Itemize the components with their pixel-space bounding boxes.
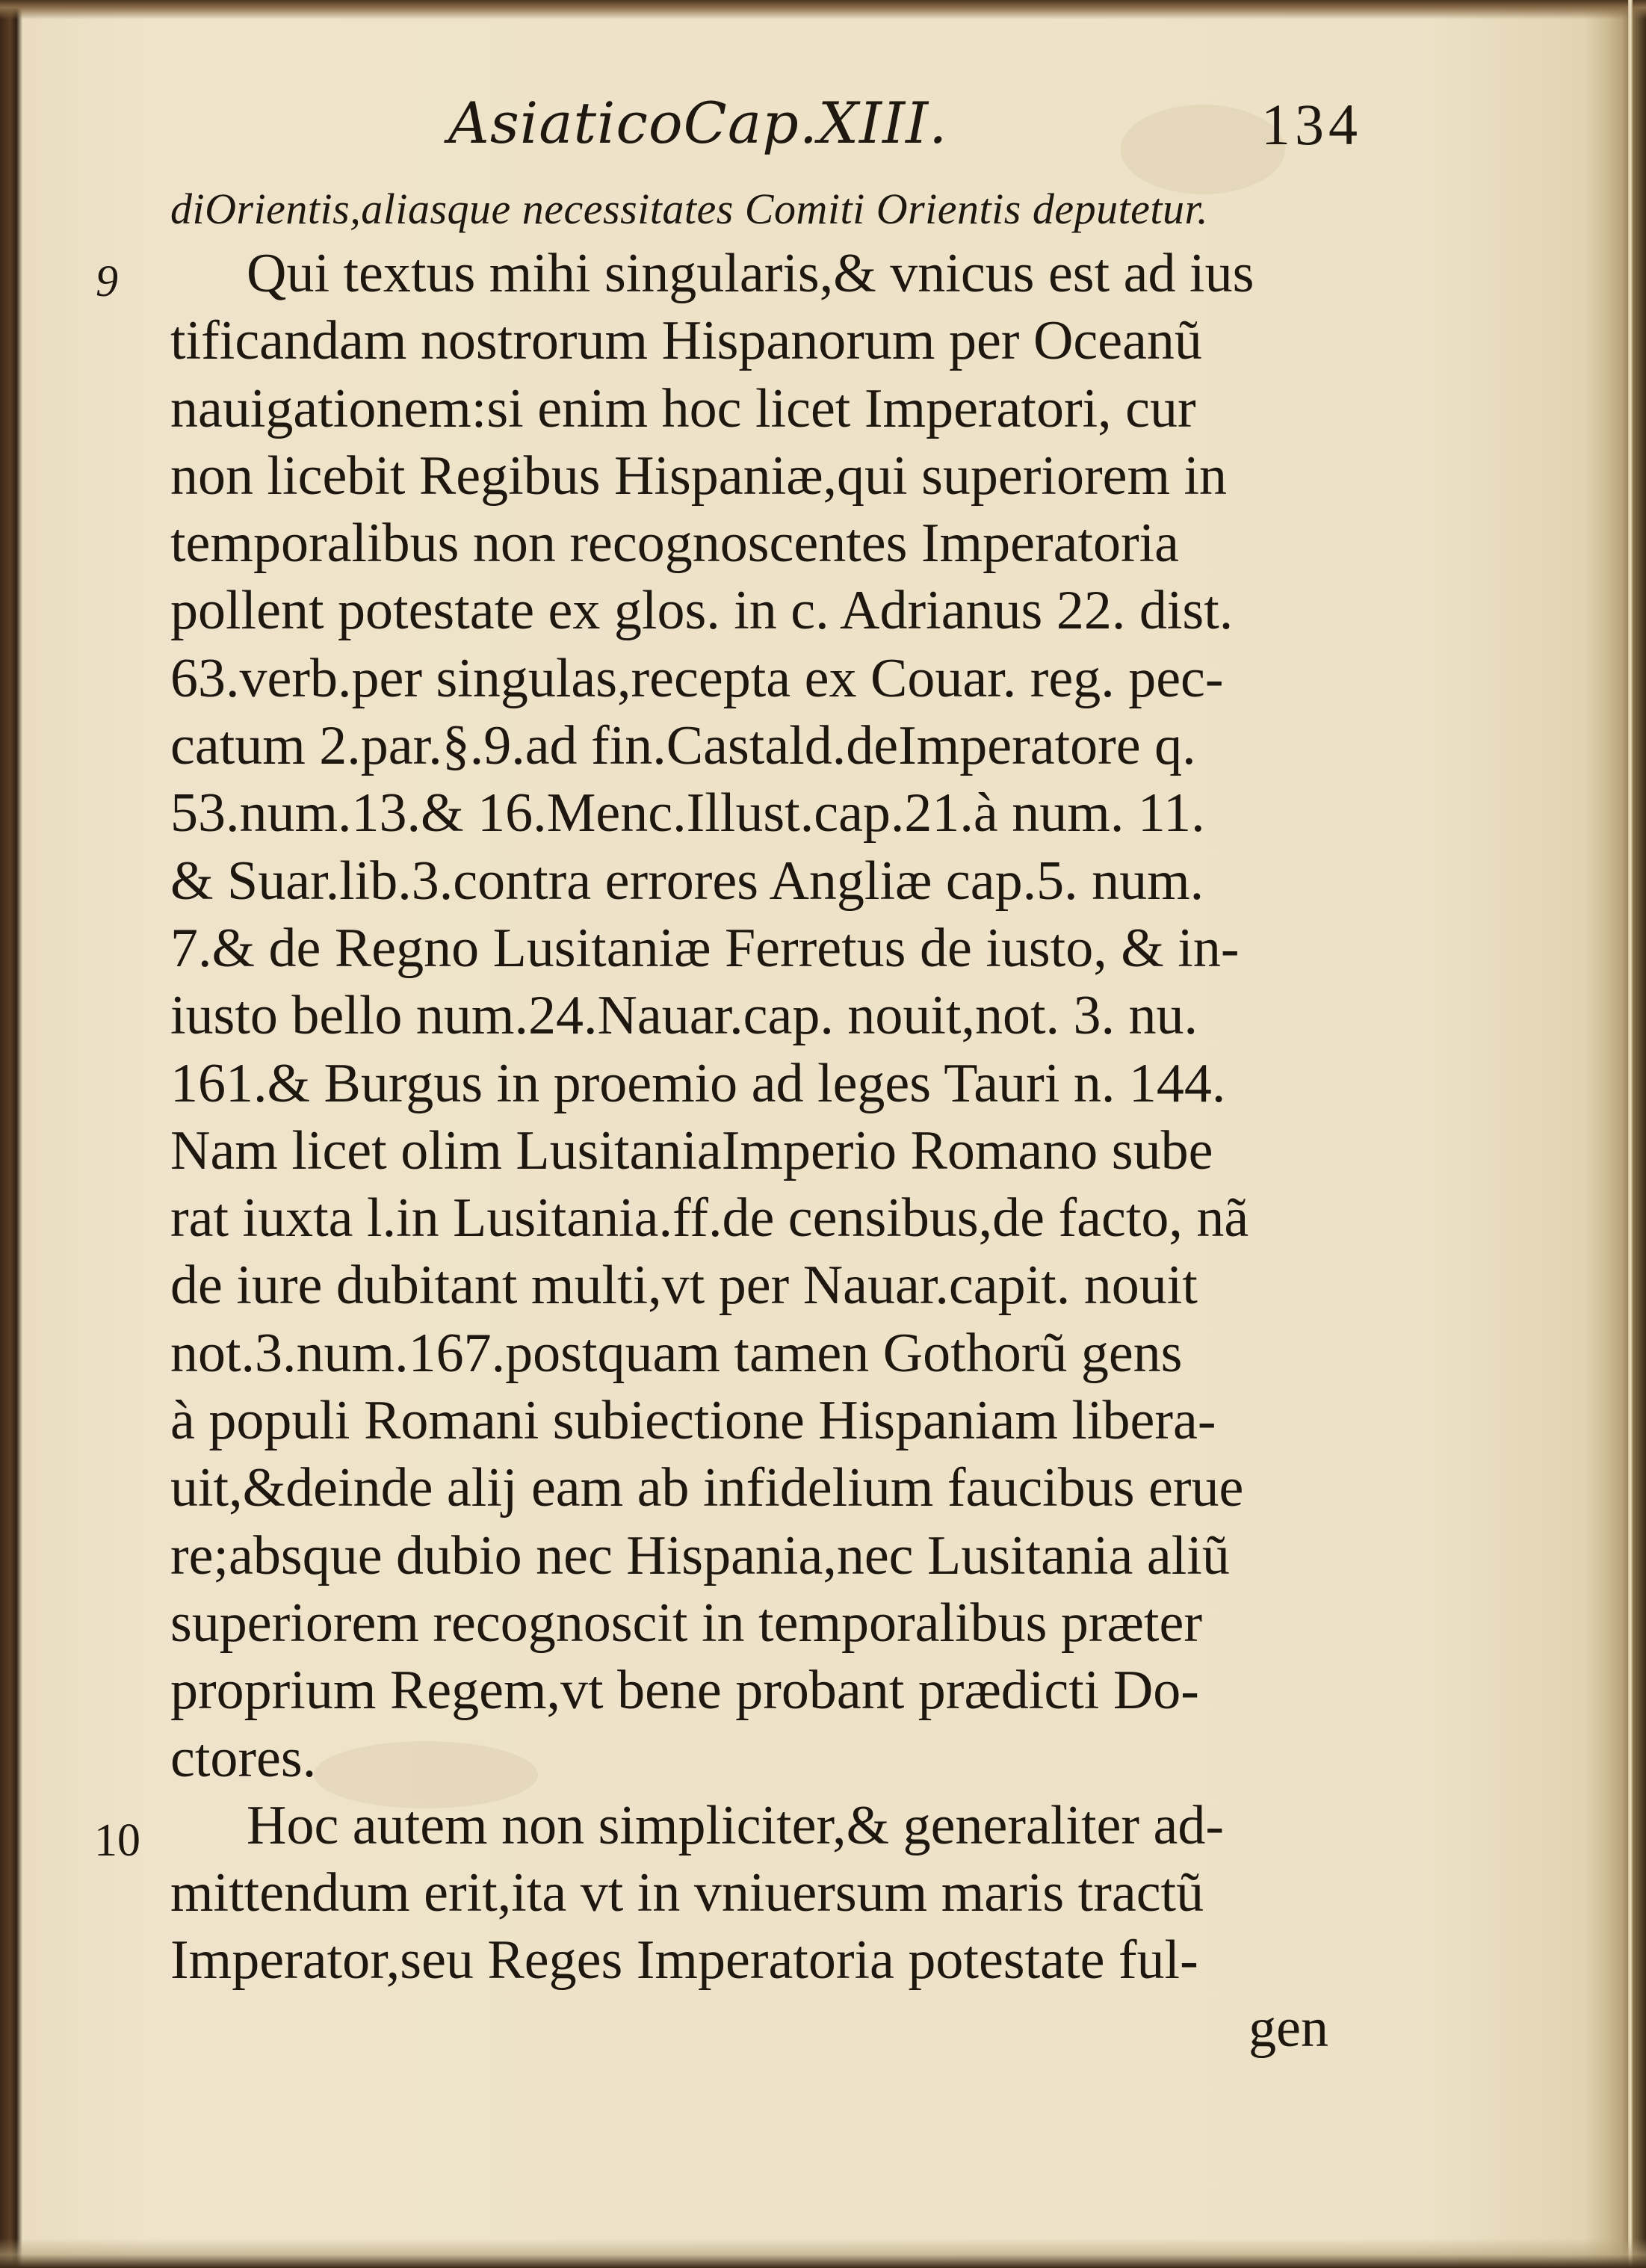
text-line: Nam licet olim LusitaniaImperio Romano sube [170, 1119, 1213, 1181]
text-line: de iure dubitant multi,vt per Nauar.capit. nouit [170, 1255, 1198, 1317]
text-line: superiorem recognoscit in temporalibus præter [170, 1592, 1202, 1654]
text-line: tificandam nostrorum Hispanorum per Oceanũ [170, 310, 1202, 372]
text-line: Hoc autem non simpliciter,& generaliter ad- [247, 1794, 1225, 1856]
text-line: Imperator,seu Reges Imperatoria potestate ful- [170, 1929, 1198, 1992]
text-line: nauigationem:si enim hoc licet Imperatori, cur [170, 377, 1196, 439]
text-line: proprium Regem,vt bene probant prædicti Do- [170, 1660, 1199, 1722]
text-line: uit,&deinde alij eam ab infidelium faucibus erue [170, 1457, 1244, 1519]
text-line: non licebit Regibus Hispaniæ,qui superiorem in [170, 445, 1228, 507]
text-line: temporalibus non recognoscentes Imperatoria [170, 513, 1180, 575]
text-line: à populi Romani subiectione Hispaniam libera- [170, 1390, 1216, 1452]
margin-number-10: 10 [94, 1815, 140, 1866]
text-line: diOrientis,aliasque necessitates Comiti Orientis deputetur. [170, 185, 1209, 233]
page-edge [1628, 0, 1633, 2268]
catchword: gen [1249, 1997, 1328, 2059]
page-header [0, 90, 1646, 164]
text-line: & Suar.lib.3.contra errores Angliæ cap.5. num. [170, 850, 1204, 912]
text-line: 7.& de Regno Lusitaniæ Ferretus de iusto, & in- [170, 917, 1240, 979]
text-line: catum 2.par.§.9.ad fin.Castald.deImperatore q. [170, 715, 1196, 777]
running-head: AsiaticoCap.XIII. [448, 90, 948, 156]
text-line: 63.verb.per singulas,recepta ex Couar. reg. pec- [170, 647, 1224, 709]
body-text [170, 178, 1366, 2062]
text-line: re;absque dubio nec Hispania,nec Lusitania aliũ [170, 1524, 1230, 1586]
text-line: 53.num.13.& 16.Menc.Illust.cap.21.à num. 11. [170, 782, 1205, 844]
text-line: pollent potestate ex glos. in c. Adrianus 22. dist. [170, 580, 1234, 642]
text-line: 161.& Burgus in proemio ad leges Tauri n. 144. [170, 1052, 1226, 1114]
text-line: mittendum erit,ita vt in vniuersum maris tractũ [170, 1862, 1204, 1924]
page-number: 134 [1261, 92, 1362, 157]
text-line: rat iuxta l.in Lusitania.ff.de censibus,de facto, nã [170, 1187, 1249, 1249]
text-line: not.3.num.167.postquam tamen Gothorũ gens [170, 1322, 1183, 1384]
text-line: iusto bello num.24.Nauar.cap. nouit,not. 3. nu. [170, 985, 1198, 1047]
text-line: Qui textus mihi singularis,& vnicus est ad ius [247, 243, 1254, 304]
margin-number-9: 9 [96, 256, 118, 306]
text-line: ctores. [170, 1727, 317, 1789]
